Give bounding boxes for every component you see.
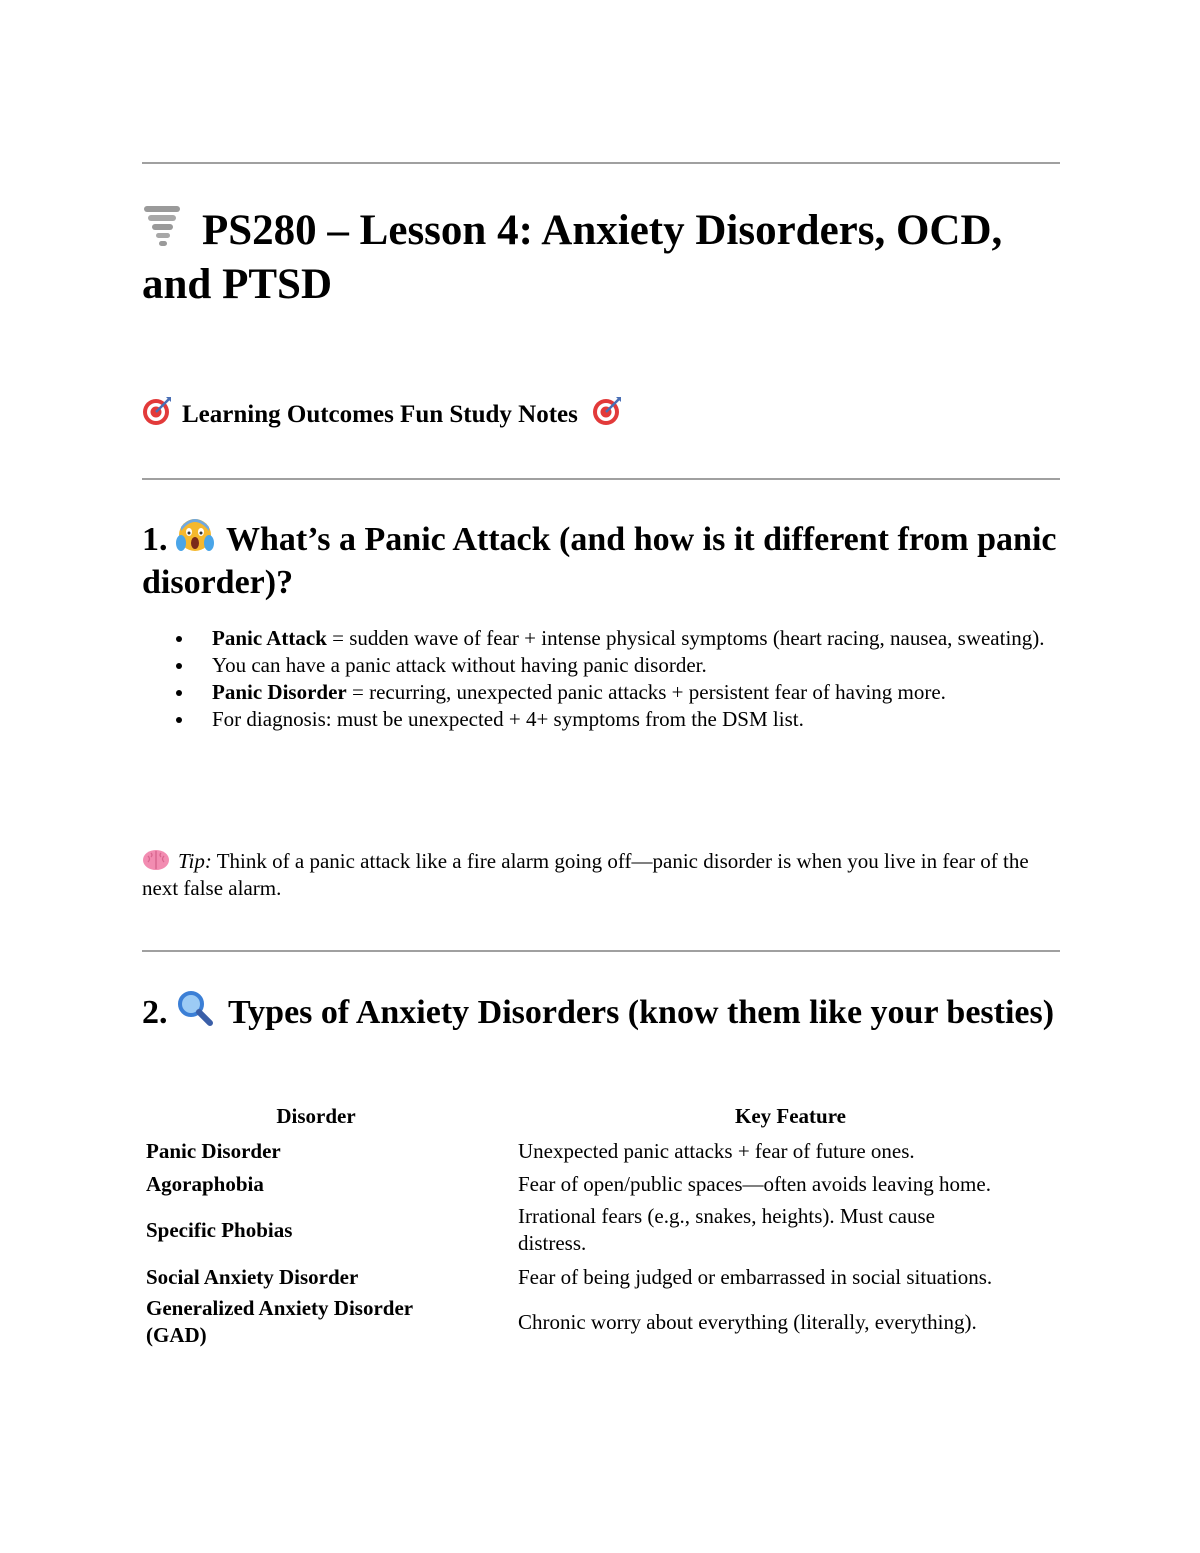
tip-paragraph [142, 848, 1042, 902]
horizontal-rule [142, 162, 1060, 164]
page-title-text: PS280 – Lesson 4: Anxiety Disorders, OCD, and PTSD [142, 207, 1003, 308]
bullet-term: Panic Attack [212, 626, 327, 650]
section-2-heading-text: Types of Anxiety Disorders (know them like your besties) [228, 994, 1055, 1031]
table-cell-disorder: Specific Phobias [146, 1218, 293, 1242]
table-row [142, 1169, 1060, 1202]
target-icon [142, 396, 172, 426]
magnifier-icon [176, 990, 214, 1026]
horizontal-rule [142, 950, 1060, 952]
panic-bullet-list [142, 625, 1060, 733]
table-row [142, 1136, 1060, 1169]
table-cell-feature: Chronic worry about everything (literally, everything). [518, 1310, 977, 1334]
target-icon [592, 396, 622, 426]
tornado-icon [142, 204, 182, 248]
screaming-face-icon [176, 517, 214, 553]
list-item [142, 625, 1060, 652]
table-cell-feature: Irrational fears (e.g., snakes, heights). Must cause distress. [518, 1204, 935, 1255]
bullet-dot [176, 690, 182, 696]
table-header-row [142, 1103, 1060, 1136]
table-cell-disorder: Social Anxiety Disorder [146, 1265, 359, 1289]
tip-text: Think of a panic attack like a fire alarm going off—panic disorder is when you live in fear of the next false alarm. [142, 849, 1029, 900]
section-2-number: 2. [142, 994, 176, 1031]
section-2-heading [142, 990, 1060, 1034]
subtitle [142, 396, 622, 433]
bullet-term: Panic Disorder [212, 680, 347, 704]
table-header-key-feature: Key Feature [735, 1104, 846, 1128]
bullet-text: = sudden wave of fear + intense physical symptoms (heart racing, nausea, sweating). [326, 626, 1045, 650]
table-row [142, 1262, 1060, 1295]
subtitle-text: Learning Outcomes Fun Study Notes [182, 401, 578, 428]
table-cell-disorder: Agoraphobia [146, 1172, 264, 1196]
list-item [142, 652, 1060, 679]
table-cell-feature: Unexpected panic attacks + fear of future ones. [518, 1139, 915, 1163]
bullet-text: For diagnosis: must be unexpected + 4+ symptoms from the DSM list. [212, 707, 804, 731]
table-row [142, 1295, 1060, 1355]
table-cell-feature: Fear of open/public spaces—often avoids leaving home. [518, 1172, 991, 1196]
section-1-heading [142, 517, 1060, 604]
section-1-heading-text: What’s a Panic Attack (and how is it different from panic disorder)? [142, 521, 1057, 601]
anxiety-disorders-table [142, 1103, 1060, 1355]
bullet-text: = recurring, unexpected panic attacks + persistent fear of having more. [346, 680, 946, 704]
horizontal-rule [142, 478, 1060, 480]
list-item [142, 679, 1060, 706]
bullet-dot [176, 663, 182, 669]
bullet-dot [176, 717, 182, 723]
bullet-text: You can have a panic attack without having panic disorder. [212, 653, 707, 677]
table-row [142, 1202, 1060, 1262]
table-cell-disorder: Panic Disorder [146, 1139, 281, 1163]
table-cell-disorder: Generalized Anxiety Disorder (GAD) [146, 1296, 413, 1347]
list-item [142, 706, 1060, 733]
section-1-number: 1. [142, 521, 176, 558]
table-header-disorder: Disorder [276, 1104, 356, 1128]
bullet-dot [176, 636, 182, 642]
tip-label: Tip: [178, 849, 212, 873]
table-cell-feature: Fear of being judged or embarrassed in social situations. [518, 1265, 993, 1289]
brain-icon [142, 849, 170, 871]
page-title [142, 204, 1060, 312]
